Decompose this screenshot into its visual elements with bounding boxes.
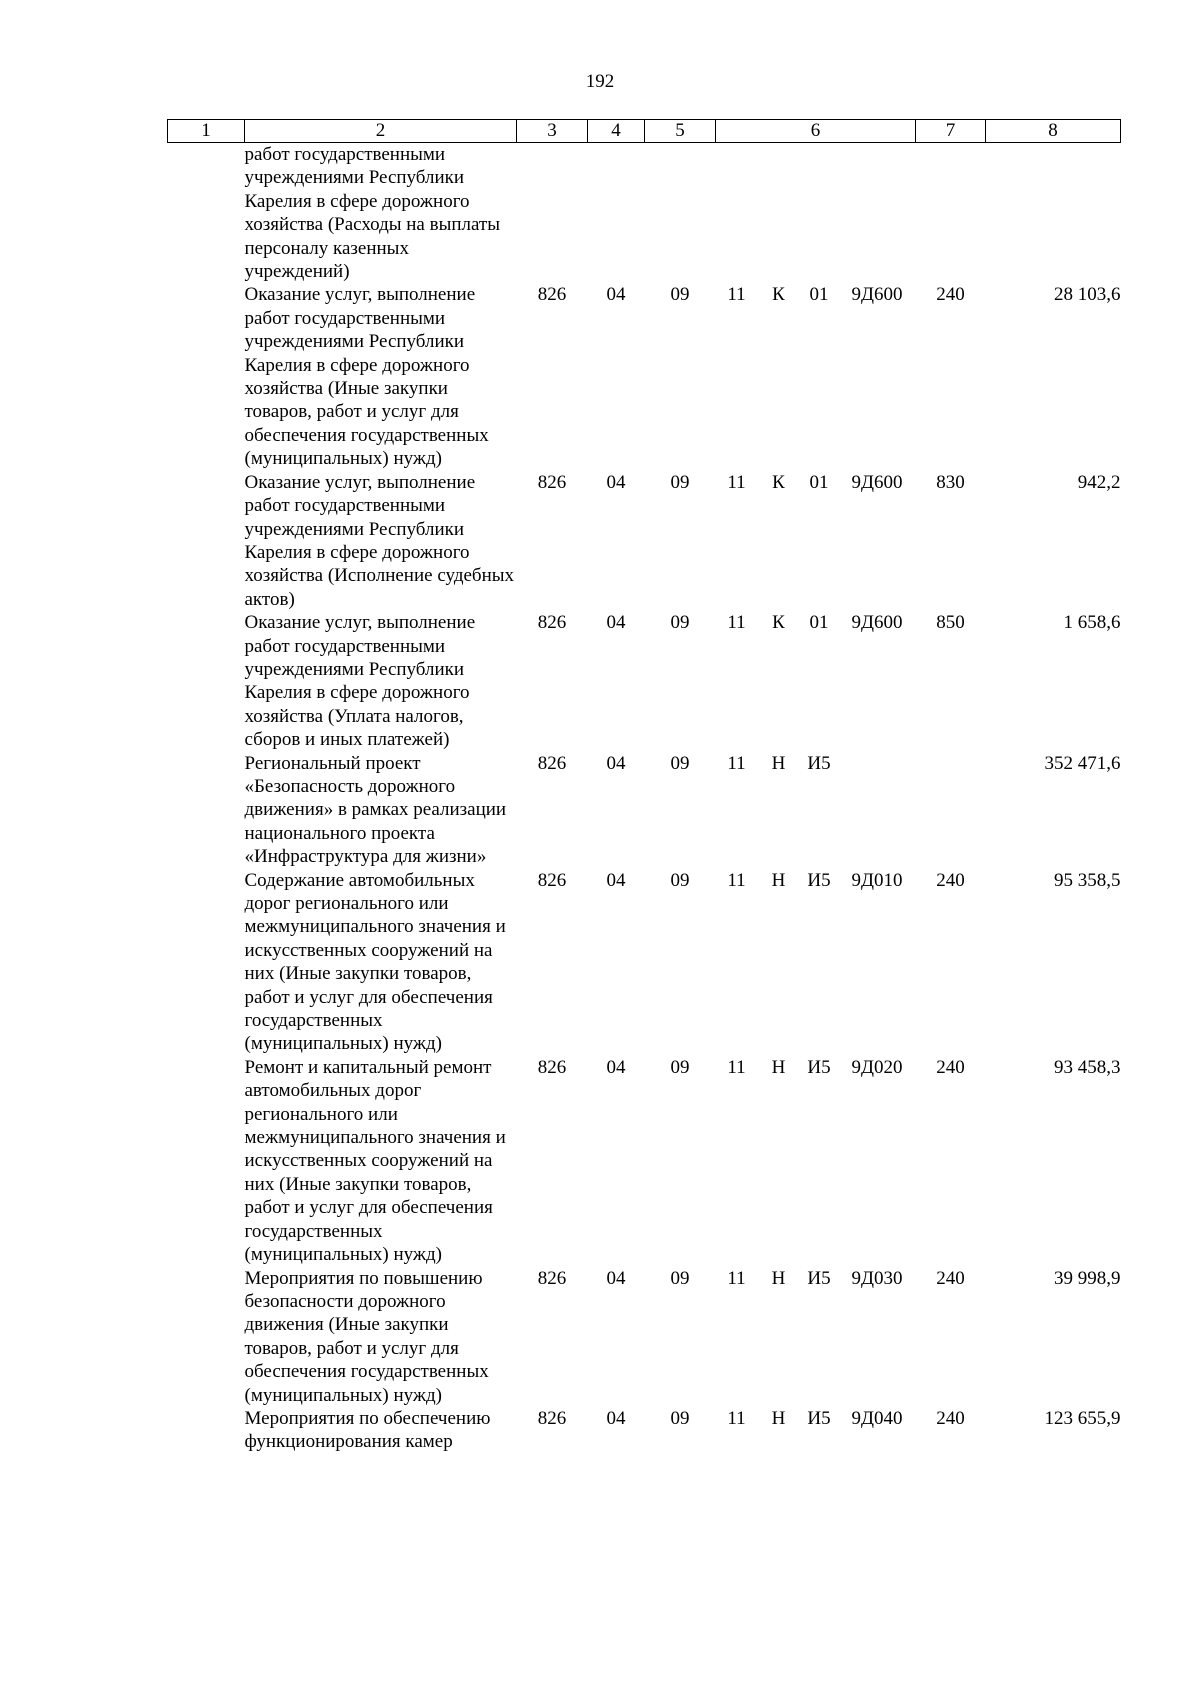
row-direction-code: 9Д600 bbox=[851, 284, 903, 306]
row-subprogram-code: К bbox=[772, 471, 785, 493]
header-col-4: 4 bbox=[588, 120, 645, 143]
row-amount: 942,2 bbox=[1077, 471, 1121, 493]
row-direction-code bbox=[839, 752, 916, 869]
row-section-code: 04 bbox=[606, 752, 626, 774]
row-subprogram-code: К bbox=[772, 284, 785, 306]
row-program-code: 11 bbox=[727, 869, 746, 891]
table-row bbox=[168, 283, 1121, 470]
row-description: Региональный проект «Безопасность дорожного движения» в рамках реализации национального проекта «Инфраструктура для жизни» bbox=[244, 752, 507, 868]
table-row bbox=[168, 471, 1121, 611]
row-subsection-code: 09 bbox=[670, 869, 690, 891]
row-description: Содержание автомобильных дорог регионального или межмуниципального значения и искусственных сооружений на них (Иные закупки товаров, работ и услуг для обеспечения государственных (муниципальных) нужд) bbox=[244, 869, 506, 1055]
row-subsection-code: 09 bbox=[670, 471, 690, 493]
table-body bbox=[168, 143, 1121, 1454]
header-col-1: 1 bbox=[168, 120, 245, 143]
table-header bbox=[168, 120, 1121, 143]
row-program-code: 11 bbox=[727, 284, 746, 306]
row-ministry-code: 826 bbox=[537, 1407, 567, 1429]
row-ministry-code: 826 bbox=[537, 869, 567, 891]
row-amount bbox=[986, 143, 1121, 284]
row-index-cell bbox=[168, 869, 245, 1056]
row-expense-type bbox=[916, 752, 986, 869]
row-direction-code: 9Д020 bbox=[851, 1056, 903, 1078]
row-section-code: 04 bbox=[606, 1267, 626, 1289]
table-row bbox=[168, 143, 1121, 284]
row-ministry-code bbox=[517, 143, 588, 284]
header-col-7: 7 bbox=[916, 120, 986, 143]
row-program-code: 11 bbox=[727, 471, 746, 493]
row-index-cell bbox=[168, 283, 245, 470]
row-subsection-code: 09 bbox=[670, 752, 690, 774]
row-direction-code: 9Д600 bbox=[851, 612, 903, 634]
row-index-cell bbox=[168, 1056, 245, 1267]
row-project-code: И5 bbox=[807, 1407, 831, 1429]
header-col-5: 5 bbox=[645, 120, 716, 143]
row-subsection-code: 09 bbox=[670, 612, 690, 634]
row-expense-type: 240 bbox=[936, 1056, 965, 1078]
row-section-code: 04 bbox=[606, 284, 626, 306]
row-program-code bbox=[716, 143, 758, 284]
row-program-code: 11 bbox=[727, 612, 746, 634]
row-amount: 28 103,6 bbox=[1054, 284, 1121, 306]
row-program-code: 11 bbox=[727, 1056, 746, 1078]
row-amount: 95 358,5 bbox=[1054, 869, 1121, 891]
row-direction-code: 9Д010 bbox=[851, 869, 903, 891]
row-program-code: 11 bbox=[727, 752, 746, 774]
row-index-cell bbox=[168, 471, 245, 611]
row-index-cell bbox=[168, 611, 245, 751]
row-subprogram-code: К bbox=[772, 612, 785, 634]
row-description: Оказание услуг, выполнение работ государственными учреждениями Республики Карелия в сфере дорожного хозяйства (Исполнение судебных актов) bbox=[244, 471, 515, 610]
page-number: 192 bbox=[585, 71, 615, 92]
row-description: Оказание услуг, выполнение работ государственными учреждениями Республики Карелия в сфере дорожного хозяйства (Уплата налогов, сборов и иных платежей) bbox=[244, 612, 476, 751]
row-section-code bbox=[588, 143, 645, 284]
row-project-code: И5 bbox=[807, 752, 831, 774]
row-description: Мероприятия по обеспечению функционирования камер bbox=[244, 1407, 491, 1453]
row-amount: 1 658,6 bbox=[1063, 612, 1121, 634]
row-program-code: 11 bbox=[727, 1267, 746, 1289]
row-section-code: 04 bbox=[606, 612, 626, 634]
row-project-code: И5 bbox=[807, 1056, 831, 1078]
row-index-cell bbox=[168, 1267, 245, 1407]
row-expense-type: 240 bbox=[936, 869, 965, 891]
header-row bbox=[168, 120, 1121, 143]
header-col-6: 6 bbox=[716, 120, 916, 143]
header-col-8: 8 bbox=[986, 120, 1121, 143]
row-section-code: 04 bbox=[606, 471, 626, 493]
row-ministry-code: 826 bbox=[537, 1056, 567, 1078]
row-subprogram-code: Н bbox=[771, 869, 786, 891]
row-description: Ремонт и капитальный ремонт автомобильных дорог регионального или межмуниципального значения и искусственных сооружений на них (Иные закупки товаров, работ и услуг для обеспечения государственных (муниципальных) нужд) bbox=[244, 1056, 506, 1266]
table-row bbox=[168, 752, 1121, 869]
row-subprogram-code bbox=[758, 143, 800, 284]
row-expense-type: 240 bbox=[936, 1407, 965, 1429]
row-amount: 352 471,6 bbox=[1044, 752, 1121, 774]
row-description: Оказание услуг, выполнение работ государственными учреждениями Республики Карелия в сфере дорожного хозяйства (Иные закупки товаров, работ и услуг для обеспечения государственных (муниципальных) нужд) bbox=[244, 284, 489, 470]
row-project-code: 01 bbox=[809, 471, 829, 493]
row-expense-type bbox=[916, 143, 986, 284]
row-amount: 123 655,9 bbox=[1044, 1407, 1121, 1429]
table-row bbox=[168, 1267, 1121, 1407]
row-project-code: 01 bbox=[809, 612, 829, 634]
row-section-code: 04 bbox=[606, 869, 626, 891]
row-subprogram-code: Н bbox=[771, 752, 786, 774]
row-project-code: 01 bbox=[809, 284, 829, 306]
row-subprogram-code: Н bbox=[771, 1407, 786, 1429]
row-section-code: 04 bbox=[606, 1407, 626, 1429]
table-row bbox=[168, 1056, 1121, 1267]
row-subsection-code: 09 bbox=[670, 1407, 690, 1429]
row-ministry-code: 826 bbox=[537, 1267, 567, 1289]
row-ministry-code: 826 bbox=[537, 284, 567, 306]
row-direction-code bbox=[839, 143, 916, 284]
row-amount: 93 458,3 bbox=[1054, 1056, 1121, 1078]
row-expense-type: 850 bbox=[936, 612, 965, 634]
row-subsection-code: 09 bbox=[670, 1267, 690, 1289]
row-expense-type: 830 bbox=[936, 471, 965, 493]
row-description: работ государственными учреждениями Республики Карелия в сфере дорожного хозяйства (Расходы на выплаты персоналу казенных учреждений) bbox=[244, 144, 500, 283]
header-col-3: 3 bbox=[517, 120, 588, 143]
row-section-code: 04 bbox=[606, 1056, 626, 1078]
row-project-code bbox=[800, 143, 839, 284]
budget-table bbox=[167, 119, 1121, 1454]
row-direction-code: 9Д040 bbox=[851, 1407, 903, 1429]
row-subprogram-code: Н bbox=[771, 1267, 786, 1289]
row-subsection-code: 09 bbox=[670, 284, 690, 306]
row-index-cell bbox=[168, 752, 245, 869]
row-amount: 39 998,9 bbox=[1054, 1267, 1121, 1289]
row-project-code: И5 bbox=[807, 1267, 831, 1289]
row-direction-code: 9Д030 bbox=[851, 1267, 903, 1289]
row-project-code: И5 bbox=[807, 869, 831, 891]
table-row bbox=[168, 1407, 1121, 1454]
row-expense-type: 240 bbox=[936, 1267, 965, 1289]
row-ministry-code: 826 bbox=[537, 752, 567, 774]
table-row bbox=[168, 611, 1121, 751]
row-description: Мероприятия по повышению безопасности дорожного движения (Иные закупки товаров, работ и услуг для обеспечения государственных (муниципальных) нужд) bbox=[244, 1267, 489, 1406]
row-ministry-code: 826 bbox=[537, 612, 567, 634]
row-subsection-code: 09 bbox=[670, 1056, 690, 1078]
header-col-2: 2 bbox=[245, 120, 517, 143]
row-expense-type: 240 bbox=[936, 284, 965, 306]
row-index-cell bbox=[168, 1407, 245, 1454]
row-subprogram-code: Н bbox=[771, 1056, 786, 1078]
row-direction-code: 9Д600 bbox=[851, 471, 903, 493]
row-index-cell bbox=[168, 143, 245, 284]
row-program-code: 11 bbox=[727, 1407, 746, 1429]
row-ministry-code: 826 bbox=[537, 471, 567, 493]
row-subsection-code bbox=[645, 143, 716, 284]
table-row bbox=[168, 869, 1121, 1056]
